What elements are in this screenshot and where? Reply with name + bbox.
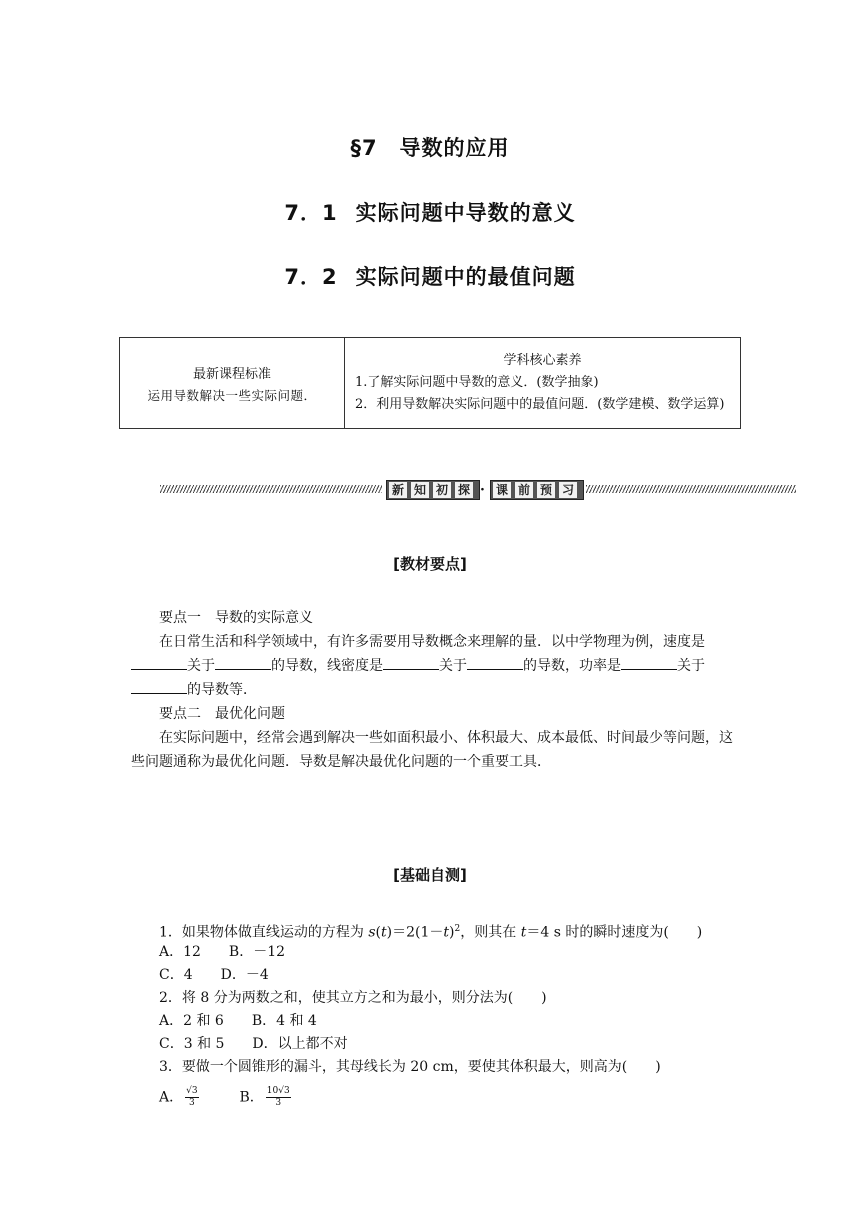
math-var: t (520, 924, 527, 941)
text-segment: 关于 (439, 658, 467, 674)
banner-dot: · (480, 482, 485, 498)
latest-standard-cell (120, 338, 345, 429)
question-1-options-cd: C．4 D．－4 (159, 967, 269, 983)
banner-char: 预 (537, 482, 555, 498)
fill-blank[interactable] (131, 679, 187, 694)
question-2-options-ab: A．2 和 6 B．4 和 4 (159, 1013, 317, 1029)
key-point-2-title: 要点二 最优化问题 (159, 706, 285, 722)
banner-char: 前 (515, 482, 533, 498)
key-point-1 (131, 606, 733, 774)
banner-char: 知 (411, 482, 429, 498)
subsection-number: 7．2 (284, 265, 338, 289)
core-literacy-header: 学科核心素养 (503, 353, 582, 368)
text-segment: 在实际问题中，经常会遇到解决一些如面积最小、体积最大、成本最低、时间最少等问题，这些问题通称为最优化问题．导数是解决最优化问题的一个重要工具． (131, 730, 733, 770)
banner-box-preview (490, 480, 584, 500)
banner-char: 习 (559, 482, 577, 498)
core-literacy-item-1: 1.了解实际问题中导数的意义．(数学抽象) (355, 375, 599, 390)
fraction (185, 1086, 198, 1109)
text-segment: 关于 (187, 658, 215, 674)
question-1 (159, 919, 702, 943)
question-3-options-ab (159, 1086, 293, 1109)
core-literacy-item-2: 2．利用导数解决实际问题中的最值问题．(数学建模、数学运算) (355, 397, 725, 412)
banner-char: 课 (493, 482, 511, 498)
textbook-key-points-heading: [教材要点] (393, 555, 467, 573)
text-segment: 在日常生活和科学领域中，有许多需要用导数概念来理解的量．以中学物理为例，速度是 (159, 634, 705, 650)
math-var: t (381, 924, 387, 941)
fill-blank[interactable] (467, 655, 523, 670)
subsection-title-7-2 (0, 261, 860, 291)
fill-blank[interactable] (131, 655, 187, 670)
text-segment: ，则其在 (460, 924, 521, 941)
subsection-title-7-1 (0, 197, 860, 227)
exponent: 2 (454, 924, 461, 934)
text-segment: 的导数，功率是 (523, 658, 621, 674)
question-3: 3．要做一个圆锥形的漏斗，其母线长为 20 cm，要使其体积最大，则高为( ) (159, 1059, 661, 1075)
section-banner (160, 478, 796, 500)
key-point-2-text (131, 726, 733, 774)
text-segment: 1．如果物体做直线运动的方程为 (159, 924, 369, 941)
numerator: 10√3 (266, 1086, 290, 1096)
numerator: √3 (186, 1086, 198, 1096)
subsection-text: 实际问题中导数的意义 (355, 201, 576, 225)
math-var: s (368, 924, 376, 941)
text-segment: )＝2(1－ (386, 924, 444, 941)
fill-blank[interactable] (621, 655, 677, 670)
fraction (266, 1086, 291, 1109)
question-1-options-ab: A．12 B．－12 (159, 944, 286, 960)
banner-char: 探 (455, 482, 473, 498)
text-segment: 关于 (677, 658, 705, 674)
fill-blank[interactable] (383, 655, 439, 670)
subsection-text: 实际问题中的最值问题 (355, 265, 576, 289)
banner-char: 初 (433, 482, 451, 498)
question-2-options-cd: C．3 和 5 D．以上都不对 (159, 1036, 348, 1052)
banner-hatch-right (586, 485, 796, 493)
option-label: B． (239, 1089, 264, 1106)
latest-standard-body: 运用导数解决一些实际问题． (147, 387, 317, 403)
denominator: 3 (275, 1098, 282, 1108)
text-segment: ) (449, 924, 455, 941)
text-segment: ( (375, 924, 382, 941)
basic-self-test-heading: [基础自测] (393, 866, 467, 884)
key-point-1-text (131, 630, 733, 702)
banner-box-new-knowledge (386, 480, 480, 500)
banner-char: 新 (389, 482, 407, 498)
curriculum-standards-table (119, 337, 741, 429)
question-2: 2．将 8 分为两数之和，使其立方之和为最小，则分法为( ) (159, 990, 547, 1006)
text-segment: ＝4 s 时的瞬时速度为( ) (526, 924, 703, 941)
key-point-1-title: 要点一 导数的实际意义 (159, 610, 313, 626)
option-label: A． (159, 1089, 184, 1106)
latest-standard-header: 最新课程标准 (192, 366, 271, 382)
core-literacy-cell (345, 338, 741, 429)
text-segment: 的导数等． (187, 682, 257, 698)
fill-blank[interactable] (215, 655, 271, 670)
math-var: t (443, 924, 450, 941)
denominator: 3 (188, 1098, 195, 1108)
banner-hatch-left (160, 485, 382, 493)
text-segment: 的导数，线密度是 (271, 658, 383, 674)
section-title: §7 导数的应用 (350, 136, 510, 160)
subsection-number: 7．1 (284, 201, 338, 225)
